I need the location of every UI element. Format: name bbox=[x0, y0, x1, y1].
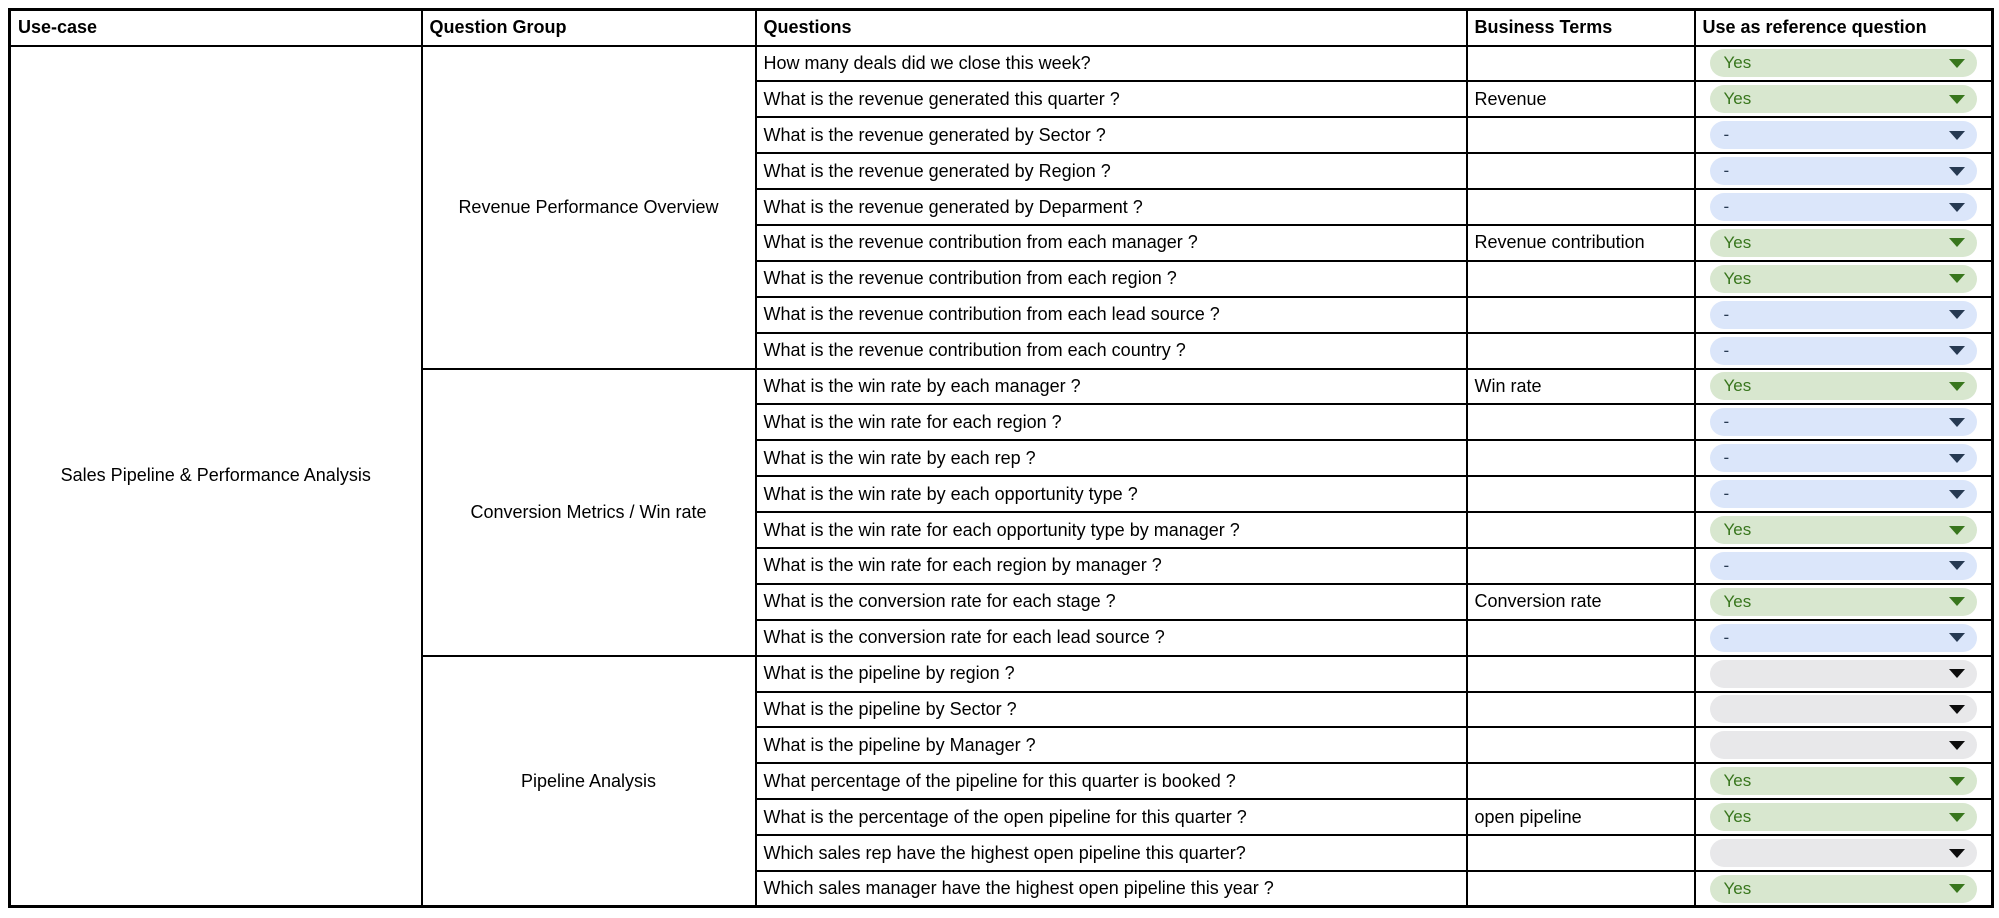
chevron-down-icon bbox=[1949, 490, 1965, 499]
reference-dropdown[interactable] bbox=[1710, 875, 1978, 903]
chevron-down-icon bbox=[1949, 95, 1965, 104]
business-term-cell bbox=[1467, 476, 1695, 512]
reference-dropdown[interactable] bbox=[1710, 301, 1978, 329]
reference-cell bbox=[1695, 117, 1993, 153]
business-term-cell bbox=[1467, 763, 1695, 799]
question-cell: What is the revenue contribution from each manager ? bbox=[756, 225, 1467, 261]
business-term-cell bbox=[1467, 656, 1695, 692]
reference-dropdown[interactable] bbox=[1710, 444, 1978, 472]
table-body bbox=[10, 46, 1993, 907]
question-cell: What is the revenue contribution from each lead source ? bbox=[756, 297, 1467, 333]
question-cell: What is the win rate for each region by manager ? bbox=[756, 548, 1467, 584]
chevron-down-icon bbox=[1949, 741, 1965, 750]
reference-dropdown[interactable] bbox=[1710, 265, 1978, 293]
reference-dropdown-value: Yes bbox=[1723, 771, 1752, 791]
chevron-down-icon bbox=[1949, 526, 1965, 535]
chevron-down-icon bbox=[1949, 203, 1965, 212]
question-cell: Which sales manager have the highest open pipeline this year ? bbox=[756, 871, 1467, 907]
reference-cell bbox=[1695, 189, 1993, 225]
reference-cell bbox=[1695, 799, 1993, 835]
reference-dropdown[interactable] bbox=[1710, 408, 1978, 436]
reference-cell bbox=[1695, 620, 1993, 656]
business-term-cell bbox=[1467, 333, 1695, 369]
question-cell: What is the revenue contribution from each region ? bbox=[756, 261, 1467, 297]
business-term-cell: open pipeline bbox=[1467, 799, 1695, 835]
reference-dropdown-value: Yes bbox=[1723, 591, 1752, 611]
question-cell: What is the revenue contribution from each country ? bbox=[756, 333, 1467, 369]
question-cell: What is the win rate by each rep ? bbox=[756, 440, 1467, 476]
question-group-cell: Revenue Performance Overview bbox=[422, 46, 756, 369]
reference-cell bbox=[1695, 763, 1993, 799]
chevron-down-icon bbox=[1949, 705, 1965, 714]
reference-cell bbox=[1695, 727, 1993, 763]
reference-cell bbox=[1695, 261, 1993, 297]
reference-cell bbox=[1695, 153, 1993, 189]
reference-cell bbox=[1695, 548, 1993, 584]
reference-dropdown[interactable] bbox=[1710, 552, 1978, 580]
question-cell: What is the conversion rate for each lead source ? bbox=[756, 620, 1467, 656]
reference-dropdown[interactable] bbox=[1710, 588, 1978, 616]
reference-cell bbox=[1695, 369, 1993, 405]
question-cell: What is the win rate for each opportunity type by manager ? bbox=[756, 512, 1467, 548]
reference-dropdown-value: Yes bbox=[1723, 878, 1752, 898]
reference-dropdown-value: - bbox=[1723, 555, 1730, 575]
question-cell: How many deals did we close this week? bbox=[756, 46, 1467, 82]
business-term-cell bbox=[1467, 871, 1695, 907]
business-term-cell bbox=[1467, 692, 1695, 728]
business-term-cell bbox=[1467, 261, 1695, 297]
reference-dropdown[interactable] bbox=[1710, 85, 1978, 113]
question-cell: What is the win rate for each region ? bbox=[756, 404, 1467, 440]
question-cell: What is the pipeline by Manager ? bbox=[756, 727, 1467, 763]
business-term-cell: Revenue contribution bbox=[1467, 225, 1695, 261]
chevron-down-icon bbox=[1949, 849, 1965, 858]
column-header-use-as-reference-question: Use as reference question bbox=[1695, 10, 1993, 46]
reference-dropdown-value: Yes bbox=[1723, 376, 1752, 396]
chevron-down-icon bbox=[1949, 167, 1965, 176]
reference-dropdown[interactable] bbox=[1710, 372, 1978, 400]
business-term-cell bbox=[1467, 189, 1695, 225]
chevron-down-icon bbox=[1949, 59, 1965, 68]
reference-cell bbox=[1695, 404, 1993, 440]
question-cell: What is the win rate by each manager ? bbox=[756, 369, 1467, 405]
reference-dropdown-value: - bbox=[1723, 448, 1730, 468]
chevron-down-icon bbox=[1949, 238, 1965, 247]
reference-dropdown[interactable] bbox=[1710, 695, 1978, 723]
reference-dropdown[interactable] bbox=[1710, 731, 1978, 759]
reference-cell bbox=[1695, 225, 1993, 261]
question-cell: What is the pipeline by Sector ? bbox=[756, 692, 1467, 728]
business-term-cell bbox=[1467, 297, 1695, 333]
business-term-cell bbox=[1467, 404, 1695, 440]
reference-dropdown[interactable] bbox=[1710, 660, 1978, 688]
reference-dropdown[interactable] bbox=[1710, 121, 1978, 149]
reference-dropdown-value: - bbox=[1723, 125, 1730, 145]
question-matrix-table bbox=[8, 8, 1994, 908]
business-term-cell bbox=[1467, 727, 1695, 763]
chevron-down-icon bbox=[1949, 418, 1965, 427]
question-cell: Which sales rep have the highest open pipeline this quarter? bbox=[756, 835, 1467, 871]
chevron-down-icon bbox=[1949, 131, 1965, 140]
reference-dropdown-value: - bbox=[1723, 484, 1730, 504]
reference-cell bbox=[1695, 440, 1993, 476]
reference-cell bbox=[1695, 333, 1993, 369]
business-term-cell bbox=[1467, 46, 1695, 82]
reference-dropdown[interactable] bbox=[1710, 337, 1978, 365]
chevron-down-icon bbox=[1949, 884, 1965, 893]
business-term-cell bbox=[1467, 153, 1695, 189]
reference-dropdown-value: - bbox=[1723, 304, 1730, 324]
reference-dropdown-value: - bbox=[1723, 340, 1730, 360]
reference-dropdown-value: Yes bbox=[1723, 232, 1752, 252]
reference-dropdown-value: Yes bbox=[1723, 89, 1752, 109]
reference-cell bbox=[1695, 692, 1993, 728]
header-row bbox=[10, 10, 1993, 46]
reference-cell bbox=[1695, 46, 1993, 82]
chevron-down-icon bbox=[1949, 382, 1965, 391]
question-cell: What percentage of the pipeline for this quarter is booked ? bbox=[756, 763, 1467, 799]
chevron-down-icon bbox=[1949, 561, 1965, 570]
column-header-use-case: Use-case bbox=[10, 10, 422, 46]
business-term-cell bbox=[1467, 548, 1695, 584]
question-cell: What is the win rate by each opportunity type ? bbox=[756, 476, 1467, 512]
business-term-cell bbox=[1467, 620, 1695, 656]
reference-cell bbox=[1695, 81, 1993, 117]
reference-dropdown[interactable] bbox=[1710, 516, 1978, 544]
question-cell: What is the revenue generated by Region ? bbox=[756, 153, 1467, 189]
reference-cell bbox=[1695, 871, 1993, 907]
reference-dropdown-value: - bbox=[1723, 161, 1730, 181]
reference-dropdown-value: Yes bbox=[1723, 268, 1752, 288]
reference-dropdown-value: Yes bbox=[1723, 53, 1752, 73]
reference-dropdown-value: Yes bbox=[1723, 807, 1752, 827]
business-term-cell: Revenue bbox=[1467, 81, 1695, 117]
business-term-cell: Conversion rate bbox=[1467, 584, 1695, 620]
business-term-cell bbox=[1467, 835, 1695, 871]
question-cell: What is the pipeline by region ? bbox=[756, 656, 1467, 692]
business-term-cell bbox=[1467, 512, 1695, 548]
chevron-down-icon bbox=[1949, 597, 1965, 606]
chevron-down-icon bbox=[1949, 274, 1965, 283]
question-cell: What is the percentage of the open pipeline for this quarter ? bbox=[756, 799, 1467, 835]
reference-cell bbox=[1695, 476, 1993, 512]
question-cell: What is the revenue generated this quarter ? bbox=[756, 81, 1467, 117]
reference-dropdown[interactable] bbox=[1710, 624, 1978, 652]
reference-dropdown[interactable] bbox=[1710, 49, 1978, 77]
question-group-cell: Pipeline Analysis bbox=[422, 656, 756, 907]
reference-cell bbox=[1695, 835, 1993, 871]
reference-dropdown[interactable] bbox=[1710, 229, 1978, 257]
chevron-down-icon bbox=[1949, 669, 1965, 678]
reference-cell bbox=[1695, 584, 1993, 620]
column-header-business-terms: Business Terms bbox=[1467, 10, 1695, 46]
reference-dropdown[interactable] bbox=[1710, 839, 1978, 867]
reference-cell bbox=[1695, 512, 1993, 548]
reference-cell bbox=[1695, 656, 1993, 692]
reference-dropdown[interactable] bbox=[1710, 157, 1978, 185]
chevron-down-icon bbox=[1949, 777, 1965, 786]
chevron-down-icon bbox=[1949, 633, 1965, 642]
reference-dropdown-value: - bbox=[1723, 627, 1730, 647]
business-term-cell bbox=[1467, 440, 1695, 476]
question-cell: What is the conversion rate for each stage ? bbox=[756, 584, 1467, 620]
reference-dropdown-value: - bbox=[1723, 412, 1730, 432]
reference-dropdown-value: Yes bbox=[1723, 520, 1752, 540]
business-term-cell: Win rate bbox=[1467, 369, 1695, 405]
chevron-down-icon bbox=[1949, 454, 1965, 463]
reference-dropdown[interactable] bbox=[1710, 193, 1978, 221]
column-header-questions: Questions bbox=[756, 10, 1467, 46]
question-group-cell: Conversion Metrics / Win rate bbox=[422, 369, 756, 656]
column-header-question-group: Question Group bbox=[422, 10, 756, 46]
table-row bbox=[10, 46, 1993, 82]
use-case-cell: Sales Pipeline & Performance Analysis bbox=[10, 46, 422, 907]
reference-dropdown-value: - bbox=[1723, 197, 1730, 216]
question-cell: What is the revenue generated by Sector ? bbox=[756, 117, 1467, 153]
question-cell: What is the revenue generated by Deparment ? bbox=[756, 189, 1467, 225]
reference-dropdown[interactable] bbox=[1710, 803, 1978, 831]
chevron-down-icon bbox=[1949, 813, 1965, 822]
reference-dropdown[interactable] bbox=[1710, 480, 1978, 508]
chevron-down-icon bbox=[1949, 346, 1965, 355]
business-term-cell bbox=[1467, 117, 1695, 153]
reference-dropdown[interactable] bbox=[1710, 767, 1978, 795]
chevron-down-icon bbox=[1949, 310, 1965, 319]
reference-cell bbox=[1695, 297, 1993, 333]
